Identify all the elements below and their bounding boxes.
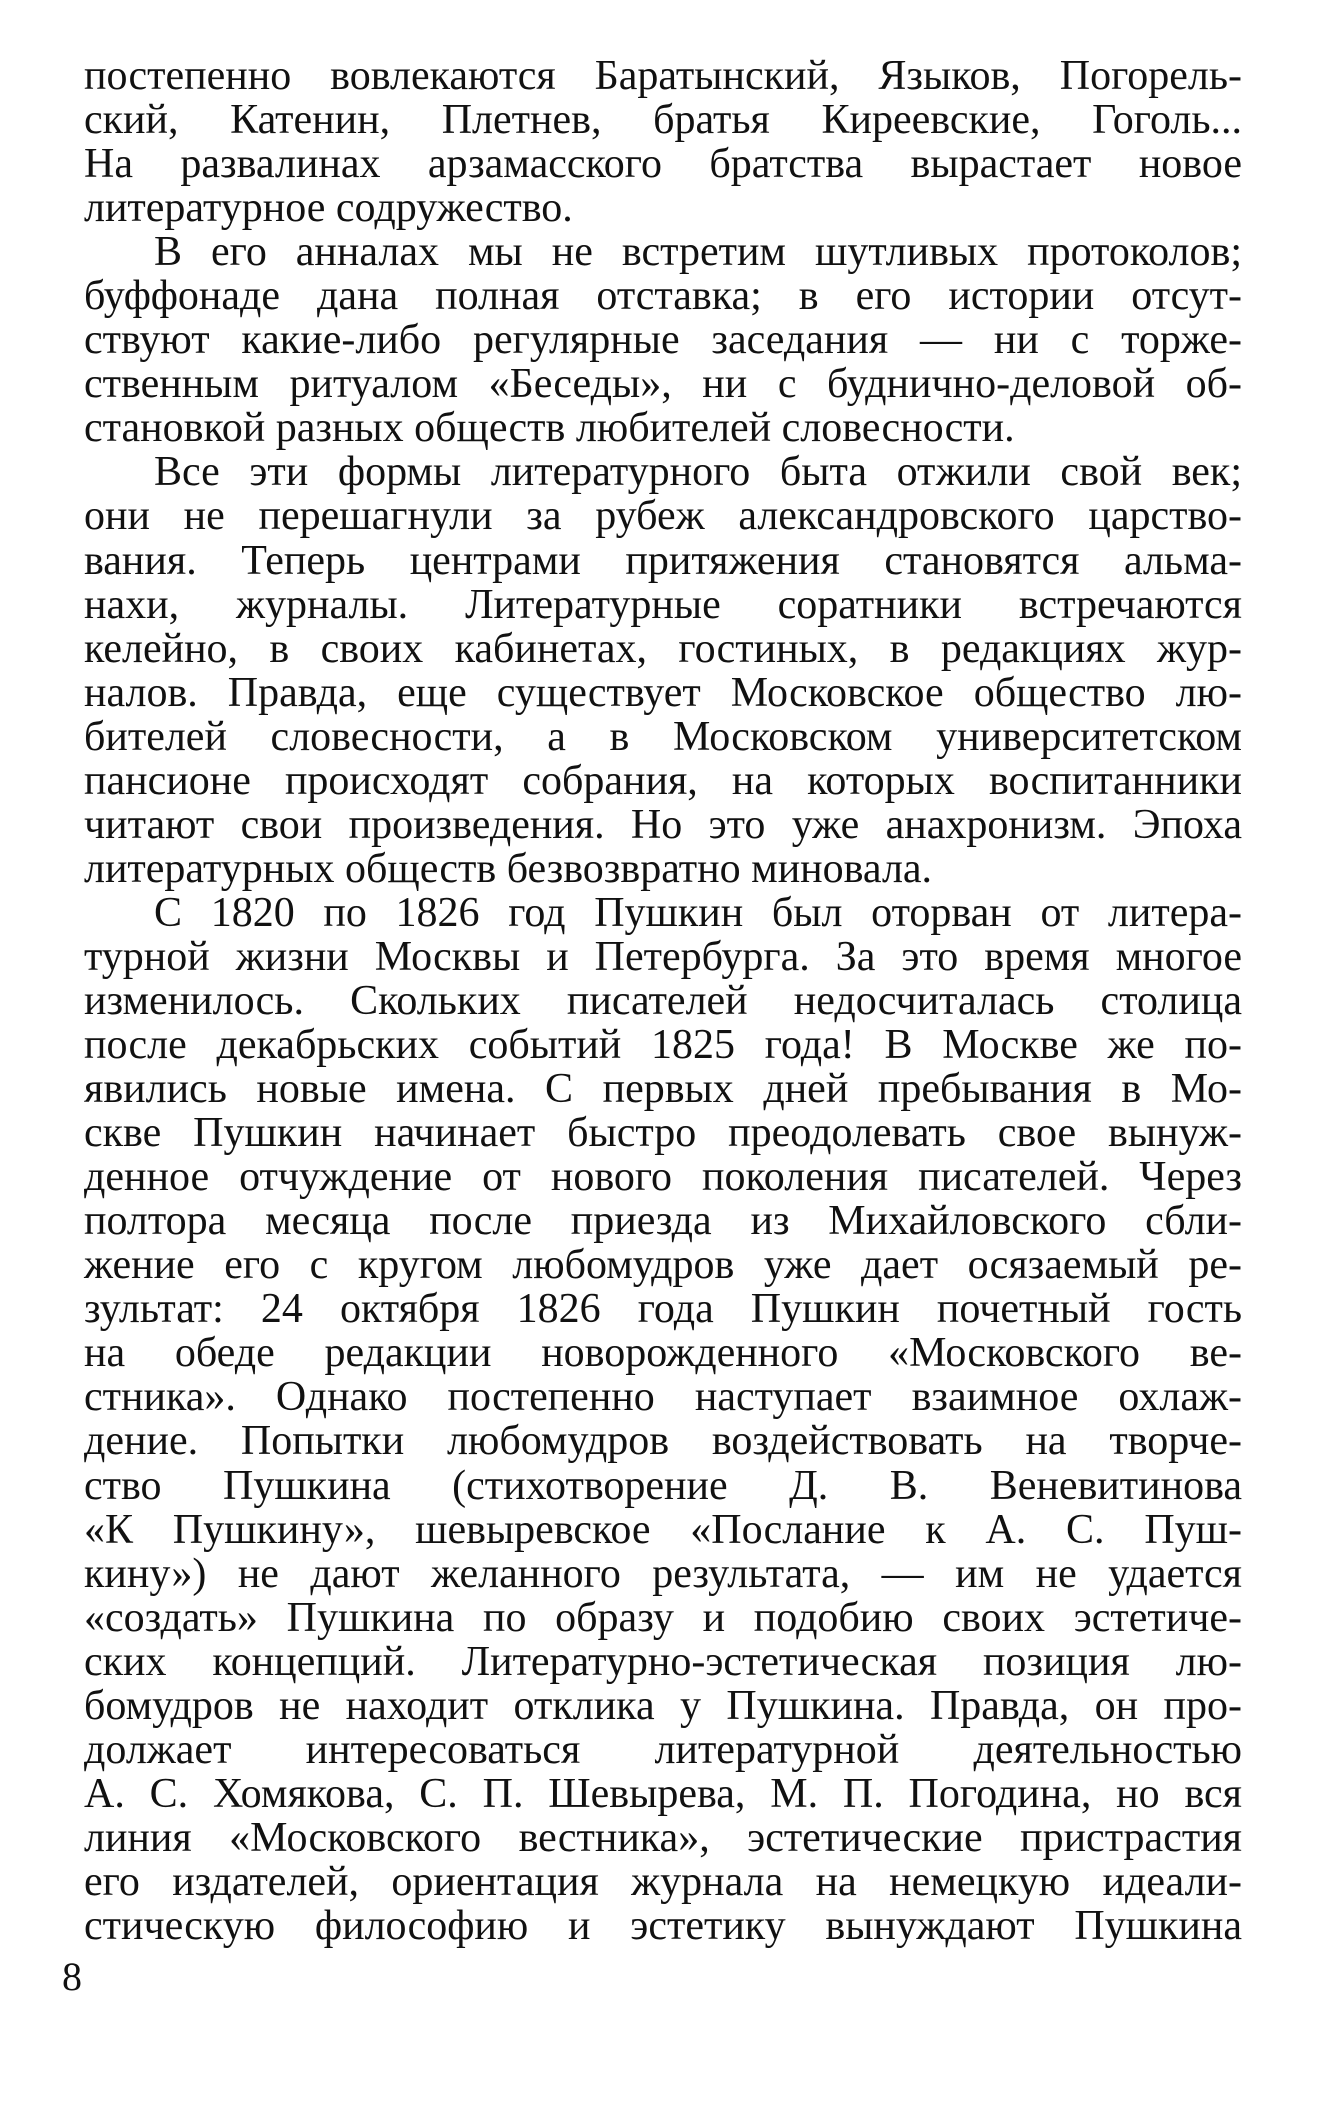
paragraph-first-line: С 1820 по 1826 год Пушкин был оторван от литера-	[154, 889, 1242, 936]
text-line: келейно, в своих кабинетах, гостиных, в редакциях жур-	[84, 625, 1242, 672]
text-line: читают свои произведения. Но это уже анахронизм. Эпоха	[84, 801, 1242, 848]
text-line: бителей словесности, а в Московском университетском	[84, 713, 1242, 760]
text-line: полтора месяца после приезда из Михайловского сбли-	[84, 1198, 1242, 1245]
paragraph-last-line: становкой разных обществ любителей словесности.	[84, 405, 1015, 452]
text-line: ствуют какие-либо регулярные заседания — ни с торже-	[84, 317, 1242, 364]
text-line: после декабрьских событий 1825 года! В Москве же по-	[84, 1022, 1242, 1069]
text-line: ских концепций. Литературно-эстетическая позиция лю-	[84, 1638, 1242, 1685]
page-number: 8	[62, 1954, 82, 1999]
text-line: На развалинах арзамасского братства вырастает новое	[84, 141, 1242, 188]
text-line: «К Пушкину», шевыревское «Послание к А. С. Пуш-	[84, 1506, 1242, 1553]
text-line: постепенно вовлекаются Баратынский, Языков, Погорель-	[84, 53, 1242, 99]
text-line: кину») не дают желанного результата, — им не удается	[84, 1550, 1242, 1597]
text-line: должает интересоваться литературной деятельностью	[84, 1726, 1242, 1773]
text-line: скве Пушкин начинает быстро преодолевать свое вынуж-	[84, 1110, 1242, 1157]
text-line: ство Пушкина (стихотворение Д. В. Веневитинова	[84, 1462, 1242, 1509]
text-line: стника». Однако постепенно наступает взаимное охлаж-	[84, 1374, 1242, 1421]
page-body	[84, 54, 1242, 1948]
text-line: турной жизни Москвы и Петербурга. За это время многое	[84, 933, 1242, 980]
text-line: на обеде редакции новорожденного «Московского ве-	[84, 1330, 1242, 1377]
text-line: А. С. Хомякова, С. П. Шевырева, М. П. Погодина, но вся	[84, 1770, 1242, 1817]
paragraph-last-line: литературных обществ безвозвратно миновала.	[84, 845, 933, 892]
text-line: буффонаде дана полная отставка; в его истории отсут-	[84, 273, 1242, 320]
text-line: они не перешагнули за рубеж александровского царство-	[84, 493, 1242, 540]
text-line: линия «Московского вестника», эстетические пристрастия	[84, 1814, 1242, 1861]
text-line: ский, Катенин, Плетнев, братья Киреевские, Гоголь...	[84, 97, 1242, 144]
paragraph-last-line: литературное содружество.	[84, 185, 573, 232]
paragraph-first-line: Все эти формы литературного быта отжили свой век;	[154, 449, 1242, 496]
text-line: явились новые имена. С первых дней пребывания в Мо-	[84, 1066, 1242, 1113]
text-line: его издателей, ориентация журнала на немецкую идеали-	[84, 1858, 1242, 1905]
text-line: дение. Попытки любомудров воздействовать на творче-	[84, 1418, 1242, 1465]
text-line: изменилось. Скольких писателей недосчиталась столица	[84, 977, 1242, 1024]
text-line: стическую философию и эстетику вынуждают Пушкина	[84, 1902, 1242, 1949]
text-line: ственным ритуалом «Беседы», ни с буднично-деловой об-	[84, 361, 1242, 408]
text-line: «создать» Пушкина по образу и подобию своих эстетиче-	[84, 1594, 1242, 1641]
text-line: зультат: 24 октября 1826 года Пушкин почетный гость	[84, 1286, 1242, 1333]
paragraph-first-line: В его анналах мы не встретим шутливых протоколов;	[154, 229, 1242, 276]
text-line: вания. Теперь центрами притяжения становятся альма-	[84, 537, 1242, 584]
text-line: нахи, журналы. Литературные соратники встречаются	[84, 581, 1242, 628]
text-line: денное отчуждение от нового поколения писателей. Через	[84, 1154, 1242, 1201]
text-line: жение его с кругом любомудров уже дает осязаемый ре-	[84, 1242, 1242, 1289]
text-line: бомудров не находит отклика у Пушкина. Правда, он про-	[84, 1682, 1242, 1729]
text-line: налов. Правда, еще существует Московское общество лю-	[84, 669, 1242, 716]
text-line: пансионе происходят собрания, на которых воспитанники	[84, 757, 1242, 804]
